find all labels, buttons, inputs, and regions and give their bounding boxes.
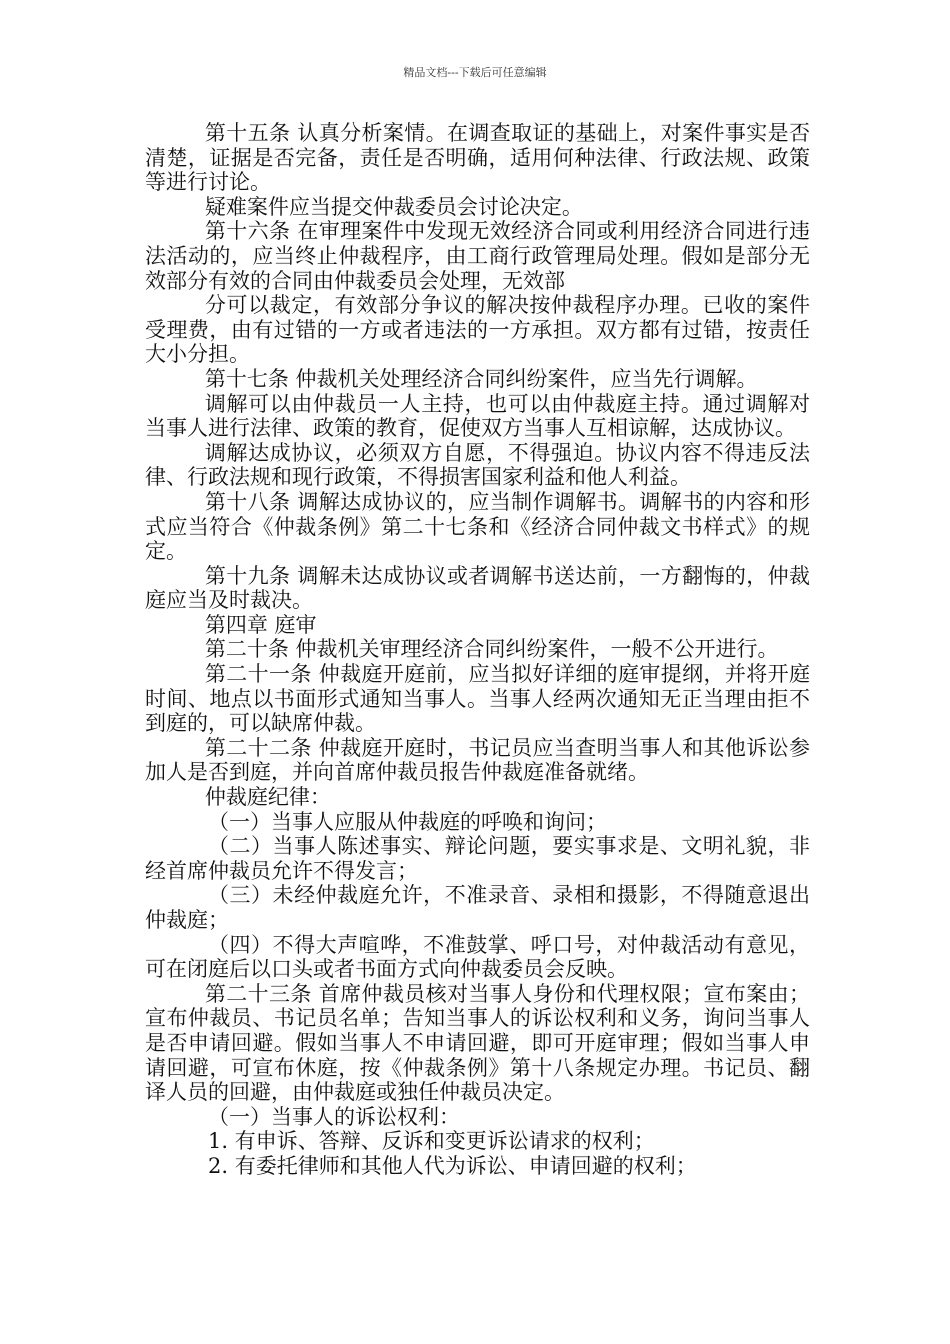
list-item-discipline-1: （一）当事人应服从仲裁庭的呼唤和询问； — [208, 809, 607, 834]
paragraph-article-18: 第十八条 调解达成协议的，应当制作调解书。调解书的内容和形式应当符合《仲裁条例》第二十七条和《经济合同仲裁文书样式》的规定。 — [145, 489, 810, 564]
paragraph-article-23: 第二十三条 首席仲裁员核对当事人身份和代理权限；宣布案由；宣布仲裁员、书记员名单；告知当事人的诉讼权利和义务，询问当事人是否申请回避。假如当事人不申请回避，即可开庭审理；假如当事人申请回避，可宣布休庭，按《仲裁条例》第十八条规定办理。书记员、翻译人员的回避，由仲裁庭或独任仲裁员决定。 — [145, 981, 810, 1105]
chapter-heading: 第四章 庭审 — [204, 612, 317, 637]
paragraph-court-discipline: 仲裁庭纪律： — [204, 785, 331, 810]
paragraph-article-15: 第十五条 认真分析案情。在调查取证的基础上，对案件事实是否清楚，证据是否完备，责任是否明确，适用何种法律、行政法规、政策等进行讨论。 — [145, 121, 810, 195]
list-item-right-1: 1. 有申诉、答辩、反诉和变更诉讼请求的权利； — [208, 1129, 655, 1154]
paragraph-mediation-voluntary: 调解达成协议，必须双方自愿，不得强迫。协议内容不得违反法律、行政法规和现行政策，不得损害国家利益和他人利益。 — [145, 440, 810, 490]
list-item-right-2: 2. 有委托律师和其他人代为诉讼、申请回避的权利； — [208, 1153, 697, 1178]
paragraph-article-17: 第十七条 仲裁机关处理经济合同纠纷案件，应当先行调解。 — [204, 366, 758, 391]
list-item-discipline-2: （二）当事人陈述事实、辩论问题，要实事求是、文明礼貌，非经首席仲裁员允许不得发言； — [145, 834, 810, 883]
paragraph-article-20: 第二十条 仲裁机关审理经济合同纠纷案件，一般不公开进行。 — [204, 637, 779, 662]
document-body — [145, 121, 810, 1179]
paragraph-mediation-host: 调解可以由仲裁员一人主持，也可以由仲裁庭主持。通过调解对当事人进行法律、政策的教育，促使双方当事人互相谅解，达成协议。 — [145, 391, 810, 441]
list-heading-litigation-rights: （一）当事人的诉讼权利： — [208, 1104, 460, 1129]
paragraph-article-19: 第十九条 调解未达成协议或者调解书送达前，一方翻悔的，仲裁庭应当及时裁决。 — [145, 563, 810, 613]
paragraph-difficult-cases: 疑难案件应当提交仲裁委员会讨论决定。 — [204, 194, 583, 219]
page-header: 精品文档---下载后可任意编辑 — [403, 66, 547, 79]
paragraph-article-22: 第二十二条 仲裁庭开庭时，书记员应当查明当事人和其他诉讼参加人是否到庭，并向首席仲裁员报告仲裁庭准备就绪。 — [145, 735, 810, 785]
list-item-discipline-3: （三）未经仲裁庭允许，不准录音、录相和摄影，不得随意退出仲裁庭； — [145, 883, 810, 932]
paragraph-article-16-continued: 分可以裁定，有效部分争议的解决按仲裁程序办理。已收的案件受理费，由有过错的一方或者违法的一方承担。双方都有过错，按责任大小分担。 — [145, 293, 810, 367]
paragraph-article-21: 第二十一条 仲裁庭开庭前，应当拟好详细的庭审提纲，并将开庭时间、地点以书面形式通知当事人。当事人经两次通知无正当理由拒不到庭的，可以缺席仲裁。 — [145, 662, 810, 736]
paragraph-article-16: 第十六条 在审理案件中发现无效经济合同或利用经济合同进行违法活动的，应当终止仲裁程序，由工商行政管理局处理。假如是部分无效部分有效的合同由仲裁委员会处理，无效部 — [145, 219, 810, 293]
list-item-discipline-4: （四）不得大声喧哗，不准鼓掌、呼口号，对仲裁活动有意见，可在闭庭后以口头或者书面方式向仲裁委员会反映。 — [145, 932, 810, 982]
